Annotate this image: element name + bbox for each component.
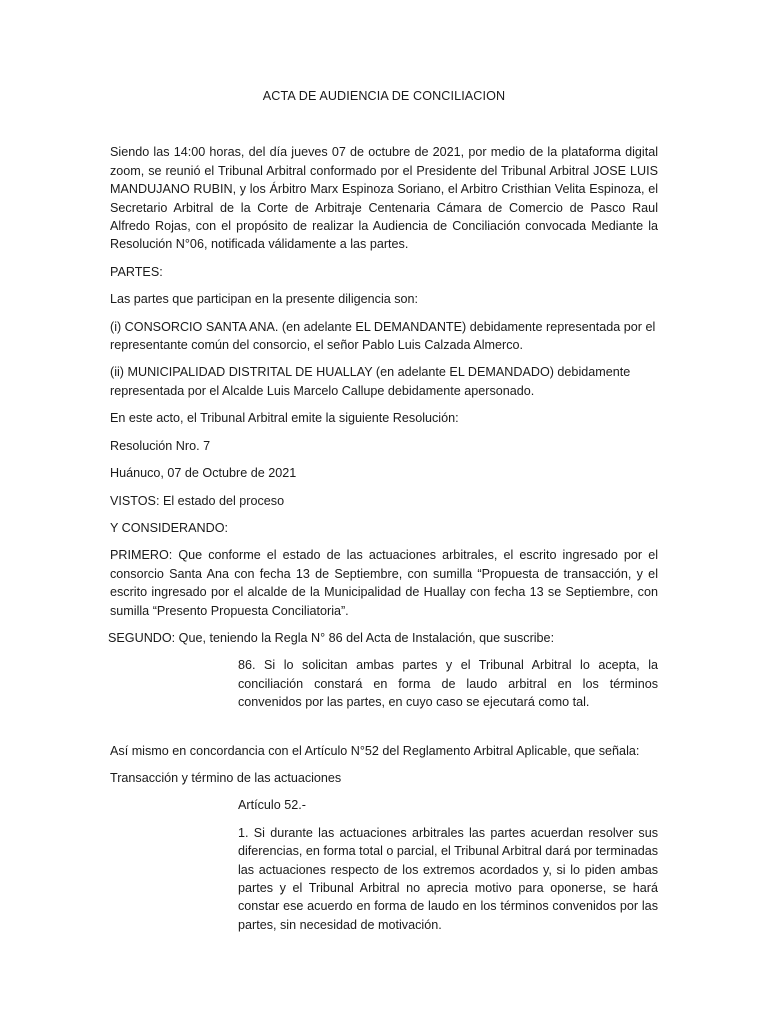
- articulo-heading: Artículo 52.-: [238, 798, 306, 813]
- document-page: [110, 87, 658, 943]
- vistos: VISTOS: El estado del proceso: [110, 493, 285, 508]
- partes-intro: Las partes que participan en la presente diligencia son:: [110, 292, 419, 307]
- place-date: Huánuco, 07 de Octubre de 2021: [110, 466, 297, 481]
- articulo-52-quote: 1. Si durante las actuaciones arbitrales las partes acuerdan resolver sus diferencias, en forma total o parcial, el Tribunal Arbitral dará por terminadas las actuaciones respecto de los extremos acordados y, si lo piden ambas partes y el Tribunal Arbitral no aprecia motivo para oponerse, se hará constar ese acuerdo en forma de laudo en los términos convenidos por las partes, sin necesidad de motivación.: [238, 825, 659, 932]
- primero-paragraph: PRIMERO: Que conforme el estado de las actuaciones arbitrales, el escrito ingresado por el consorcio Santa Ana con fecha 13 de Septiembre, con sumilla “Propuesta de transacción, y el escrito ingresado por el alcalde de la Municipalidad de Huallay con fecha 13 se Septiembre, con sumilla “Presento Propuesta Conciliatoria”.: [110, 548, 658, 618]
- document-title: ACTA DE AUDIENCIA DE CONCILIACION: [262, 89, 506, 103]
- intro-paragraph: Siendo las 14:00 horas, del día jueves 07 de octubre de 2021, por medio de la plataforma digital zoom, se reunió el Tribunal Arbitral conformado por el Presidente del Tribunal Arbitral JOSE LUIS MANDUJANO RUBIN, y los Árbitro Marx Espinoza Soriano, el Arbitro Cristhian Velita Espinoza, el Secretario Arbitral de la Corte de Arbitraje Centenaria Cámara de Comercio de Pasco Raul Alfredo Rojas, con el propósito de realizar la Audiencia de Conciliación convocada Mediante la Resolución N°06, notificada válidamente a las partes.: [110, 145, 658, 252]
- partes-heading: PARTES:: [110, 264, 163, 279]
- resolution-number: Resolución Nro. 7: [110, 438, 211, 453]
- parte-demandado: (ii) MUNICIPALIDAD DISTRITAL DE HUALLAY (en adelante EL DEMANDADO) debidamente representada por el Alcalde Luis Marcelo Callupe debidamente apersonado.: [110, 365, 631, 398]
- resolution-intro: En este acto, el Tribunal Arbitral emite la siguiente Resolución:: [110, 411, 459, 426]
- transaccion-heading: Transacción y término de las actuaciones: [110, 770, 342, 785]
- parte-demandante: (i) CONSORCIO SANTA ANA. (en adelante EL DEMANDANTE) debidamente representada por el representante común del consorcio, el señor Pablo Luis Calzada Almerco.: [110, 319, 656, 353]
- asimismo-paragraph: Así mismo en concordancia con el Artículo N°52 del Reglamento Arbitral Aplicable, que señala:: [110, 743, 640, 758]
- considerando-heading: Y CONSIDERANDO:: [110, 520, 229, 535]
- regla-86-quote: 86. Si lo solicitan ambas partes y el Tribunal Arbitral lo acepta, la conciliación constará en forma de laudo arbitral en los términos convenidos por las partes, en cuyo caso se ejecutará como tal.: [238, 658, 658, 710]
- segundo-paragraph: SEGUNDO: Que, teniendo la Regla N° 86 del Acta de Instalación, que suscribe:: [108, 630, 555, 645]
